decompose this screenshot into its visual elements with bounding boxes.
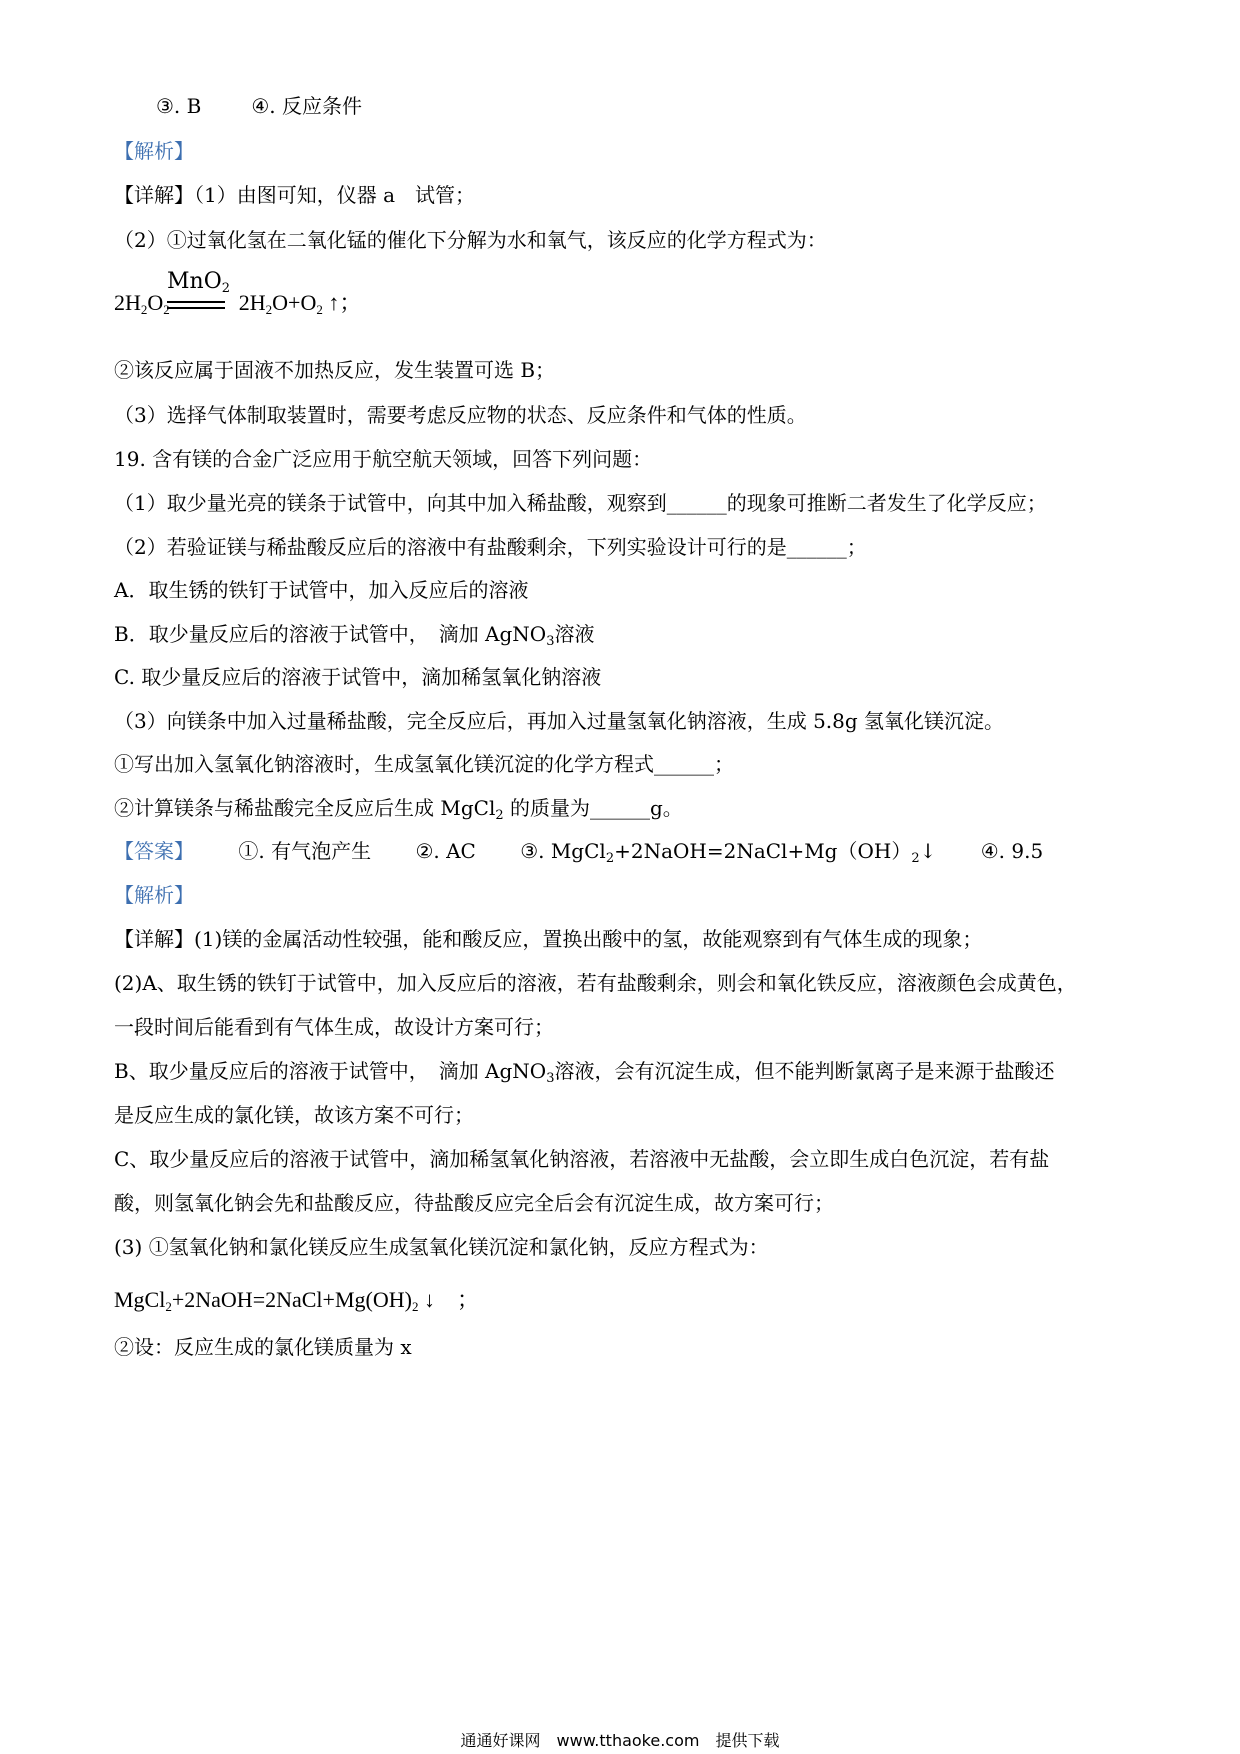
q18-detail-3: ②该反应属于固液不加热反应，发生装置可选 B； xyxy=(114,358,556,382)
catalyst-over-equals: MnO$_2$ xyxy=(167,270,225,309)
q19-part1: （1）取少量光亮的镁条于试管中，向其中加入稀盐酸，观察到______的现象可推断二者发生了化学反应； xyxy=(114,491,1047,515)
equation-h2o2-decomposition: $2H_2O_2$ $2H_2O+O_2$ ↑； xyxy=(114,290,362,317)
q19-part3-b: ②计算镁条与稀盐酸完全反应后生成 MgCl$_2$ 的质量为______g。 xyxy=(114,796,683,823)
q19-detail-3b: 是反应生成的氯化镁，故该方案不可行； xyxy=(114,1103,474,1127)
q19-option-c: C. 取少量反应后的溶液于试管中，滴加稀氢氧化钠溶液 xyxy=(114,665,602,689)
q18-answer-options: ③. B ④. 反应条件 xyxy=(156,94,362,118)
q18-detail-2: （2）①过氧化氢在二氧化锰的催化下分解为水和氧气，该反应的化学方程式为： xyxy=(114,228,827,252)
q19-answer-line: 【答案】 ①. 有气泡产生 ②. AC ③. $MgCl_2+2NaOH=2NaCl+Mg(OH)_2↓$ ④. 9.5 xyxy=(114,839,1044,866)
q19-detail-1: 【详解】(1)镁的金属活动性较强，能和酸反应，置换出酸中的氢，故能观察到有气体生成的现象； xyxy=(114,927,983,951)
q18-analysis-tag: 【解析】 xyxy=(114,139,194,163)
q18-detail-1: 【详解】（1）由图可知，仪器 a 试管； xyxy=(114,183,476,207)
page-footer: 通通好课网 www.tthaoke.com 提供下载 xyxy=(460,1731,780,1750)
q19-detail-4b: 酸，则氢氧化钠会先和盐酸反应，待盐酸反应完全后会有沉淀生成，故方案可行； xyxy=(114,1191,834,1215)
equation-mgcl2-naoh: $MgCl_2+2NaOH=2NaCl+Mg(OH)_2$ ↓ ； xyxy=(114,1287,479,1314)
q19-option-a: A．取生锈的铁钉于试管中，加入反应后的溶液 xyxy=(114,578,529,602)
q19-detail-3a: B、取少量反应后的溶液于试管中， 滴加 AgNO$_3$溶液，会有沉淀生成，但不能判断氯离子是来源于盐酸还 xyxy=(114,1059,1055,1086)
q19-option-b: B．取少量反应后的溶液于试管中， 滴加 AgNO$_3$溶液 xyxy=(114,622,595,649)
q19-part3: （3）向镁条中加入过量稀盐酸，完全反应后，再加入过量氢氧化钠溶液，生成 5.8g 氢氧化镁沉淀。 xyxy=(114,709,1005,733)
q19-detail-5: (3) ①氢氧化钠和氯化镁反应生成氢氧化镁沉淀和氯化钠，反应方程式为： xyxy=(114,1235,769,1259)
q19-part3-a: ①写出加入氢氧化钠溶液时，生成氢氧化镁沉淀的化学方程式______； xyxy=(114,752,734,776)
q19-detail-2b: 一段时间后能看到有气体生成，故设计方案可行； xyxy=(114,1015,554,1039)
q19-detail-2a: (2)A、取生锈的铁钉于试管中，加入反应后的溶液，若有盐酸剩余，则会和氧化铁反应，溶液颜色会成黄色， xyxy=(114,971,1077,995)
q19-detail-4a: C、取少量反应后的溶液于试管中，滴加稀氢氧化钠溶液，若溶液中无盐酸，会立即生成白色沉淀，若有盐 xyxy=(114,1147,1050,1171)
q19-stem: 19. 含有镁的合金广泛应用于航空航天领域，回答下列问题： xyxy=(114,447,653,471)
q19-part2: （2）若验证镁与稀盐酸反应后的溶液中有盐酸剩余，下列实验设计可行的是______； xyxy=(114,535,867,559)
q19-analysis-tag: 【解析】 xyxy=(114,883,194,907)
q18-detail-4: （3）选择气体制取装置时，需要考虑反应物的状态、反应条件和气体的性质。 xyxy=(114,403,807,427)
q19-detail-6: ②设：反应生成的氯化镁质量为 x xyxy=(114,1335,412,1359)
